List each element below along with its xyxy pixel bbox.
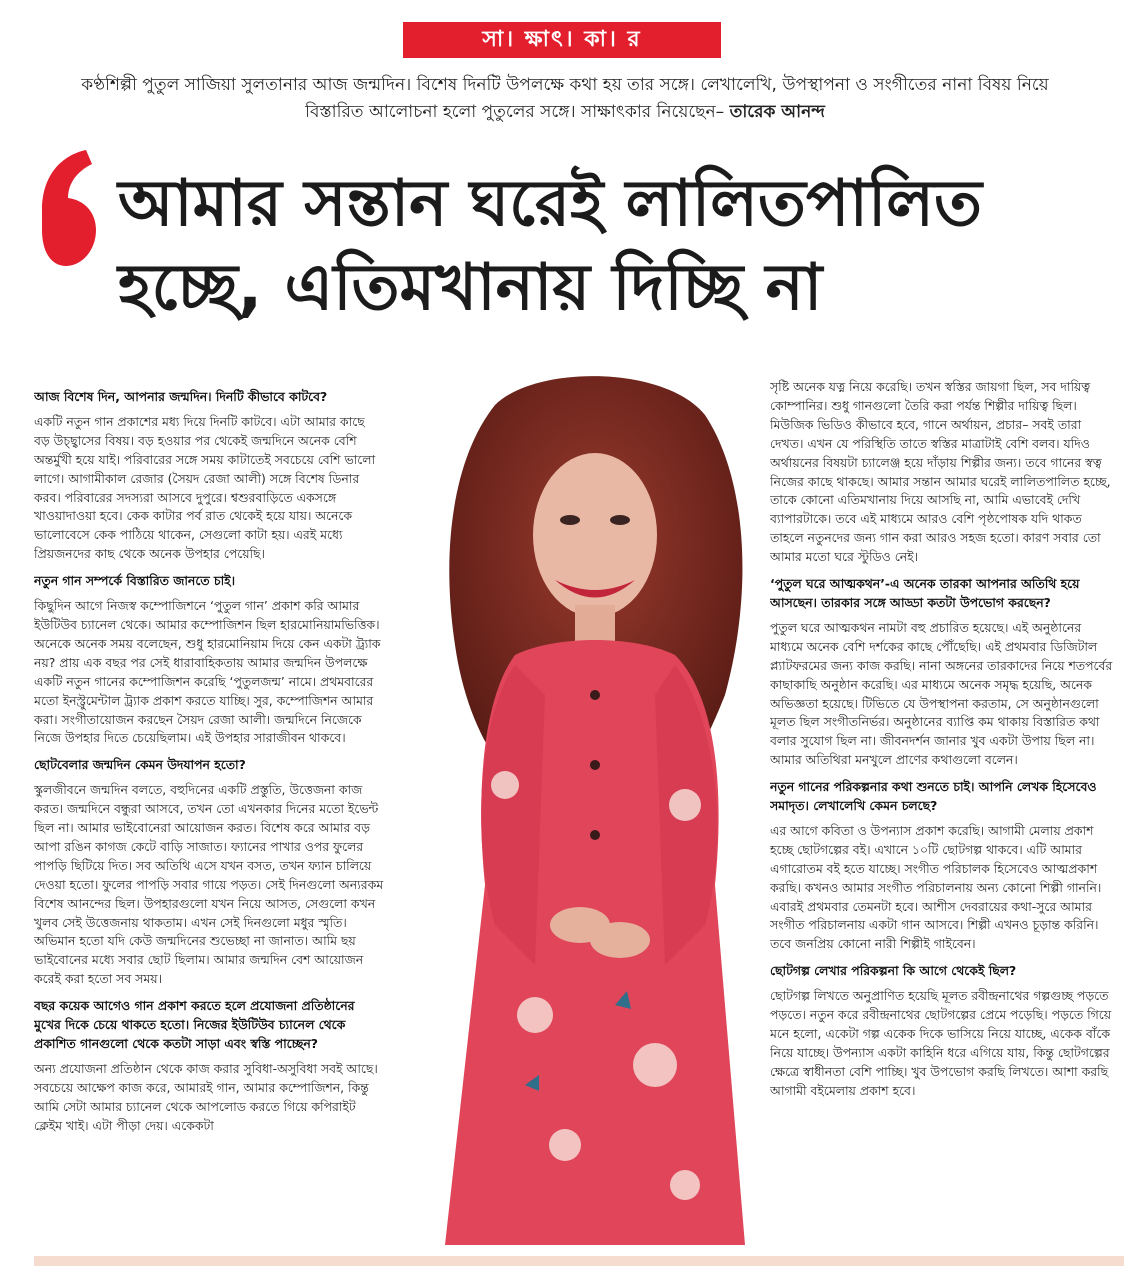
question-3: ছোটবেলার জন্মদিন কেমন উদযাপন হতো? — [34, 757, 246, 773]
answer-3: স্কুলজীবনে জন্মদিন বলতে, বহুদিনের একটি প্রস্তুতি, উত্তেজনা কাজ করত। জন্মদিনে বন্ধুরা আসবে, তখন তো এখনকার দিনের মতো ইভেন্ট ছিল না। আমার ভাইবোনেরা আয়োজন করত। বিশেষ করে আমার বড় আপা রঙিন কাগজ কেটে বাড়ি সাজাত। ফ্যানের পাখার ওপর ফুলের পাপড়ি ছিটিয়ে দিত। সব অতিথি এসে যখন বসত, তখন ফ্যান চালিয়ে দেওয়া হতো। ফুলের পাপড়ি সবার গায়ে পড়ত। সেই দিনগুলো অন্যরকম বিশেষ আনন্দের ছিল। উপহারগুলো যখন নিয়ে আসত, সেগুলো কখন খুলব সেই উত্তেজনায় থাকতাম। এখন সেই দিনগুলো মধুর স্মৃতি। অভিমান হতো যদি কেউ জন্মদিনের শুভেচ্ছা না জানাত। আমি ছয় ভাইবোনের মধ্যে সবার ছোট ছিলাম। আমার জন্মদিন বেশ আয়োজন করেই করা হতো সব সময়। — [34, 782, 384, 987]
intro-text: কণ্ঠশিল্পী পুতুল সাজিয়া সুলতানার আজ জন্মদিন। বিশেষ দিনটি উপলক্ষে কথা হয় তার সঙ্গে। লেখালেখি, উপস্থাপনা ও সংগীতের নানা বিষয় নিয়ে বিস্তারিত আলোচনা হলো পুতুলের সঙ্গে। সাক্ষাৎকার নিয়েছেন– — [81, 75, 1049, 122]
answer-4: অন্য প্রযোজনা প্রতিষ্ঠান থেকে কাজ করার সুবিধা-অসুবিধা সবই আছে। সবচেয়ে আক্ষেপ কাজ করে, আমারই গান, আমার কম্পোজিশন, কিন্তু আমি সেটা আমার চ্যানেল থেকে আপলোড করতে গিয়ে কপিরাইট ক্লেইম খাই। এটা পীড়া দেয়। একেকটা — [34, 1060, 378, 1133]
answer-5: পুতুল ঘরে আত্মকথন নামটা বহু প্রচারিত হয়েছে। এই অনুষ্ঠানের মাধ্যমে অনেক বেশি দর্শকের কাছে পৌঁছেছি। এই প্রথমবার ডিজিটাল প্ল্যাটফরমের জন্য কাজ করছি। নানা অঙ্গনের তারকাদের নিয়ে শতপর্বের কাছাকাছি অনুষ্ঠান করেছি। এর মাধ্যমে অনেক সমৃদ্ধ হয়েছি, অনেক অভিজ্ঞতা হয়েছে। টিভিতে যে উপস্থাপনা করতাম, সে অনুষ্ঠানগুলো মূলত ছিল সংগীতনির্ভর। অনুষ্ঠানের ব্যাপ্তি কম থাকায় বিস্তারিত কথা বলার সুযোগ ছিল না। জীবনদর্শন জানার খুব একটা উপায় ছিল না। আমার অতিথিরা মনখুলে প্রাণের কথাগুলো বলেন। — [770, 619, 1113, 768]
quote-mark-icon — [34, 150, 104, 270]
answer-4-cont: সৃষ্টি অনেক যত্ন নিয়ে করেছি। তখন স্বস্তির জায়গা ছিল, সব দায়িত্ব কোম্পানির। শুধু গানগুলো তৈরি করা পর্যন্ত শিল্পীর দায়িত্ব ছিল। মিউজিক ভিডিও কীভাবে হবে, গানে অর্থায়ন, প্রচার– সবই তারা দেখত। এখন যে পরিস্থিতি তাতে স্বস্তির মাত্রাটাই বেশি বলব। যদিও অর্থায়নের বিষয়টা চ্যালেঞ্জ হয়ে দাঁড়ায় শিল্পীর জন্য। তবে গানের স্বত্ব নিজের কাছে থাকছে। আমার সন্তান আমার ঘরেই লালিতপালিত হচ্ছে, তাকে কোনো এতিমখানায় দিয়ে আসছি না, আমি এভাবেই দেখি ব্যাপারটাকে। তবে এই মাধ্যমে আরও বেশি পৃষ্ঠপোষক যদি থাকত তাহলে নতুনদের জন্য গান করা আরও সহজ হতো। কারণ সবার তো আমার মতো ঘরে স্টুডিও নেই। — [770, 379, 1111, 565]
intro-author: তারেক আনন্দ — [729, 102, 825, 122]
headline — [118, 162, 1108, 330]
question-5: ‘পুতুল ঘরে আত্মকথন’-এ অনেক তারকা আপনার অতিথি হয়ে আসছেন। তারকার সঙ্গে আড্ডা কতটা উপভোগ করছেন? — [770, 576, 1080, 610]
answer-1: একটি নতুন গান প্রকাশের মধ্য দিয়ে দিনটি কাটবে। এটা আমার কাছে বড় উচ্ছ্বাসের বিষয়। বড় হওয়ার পর থেকেই জন্মদিনে অনেক বেশি অন্তর্মুখী হয়ে যাই। পরিবারের সঙ্গে সময় কাটাতেই সবচেয়ে বেশি ভালো লাগে। আগামীকাল রেজার (সৈয়দ রেজা আলী) সঙ্গে বিশেষ ডিনার করব। পরিবারের সদস্যরা আসবে দুপুরে। শ্বশুরবাড়িতে একসঙ্গে খাওয়াদাওয়া হবে। কেক কাটার পর্ব রাত থেকেই হয়ে যায়। অনেকে ভালোবেসে কেক পাঠিয়ে থাকেন, সেগুলো কাটা হয়। এরই মধ্যে প্রিয়জনদের কাছ থেকে অনেক উপহার পেয়েছি। — [34, 413, 376, 562]
question-2: নতুন গান সম্পর্কে বিস্তারিত জানতে চাই। — [34, 573, 236, 589]
section-banner — [403, 22, 721, 58]
answer-7: ছোটগল্প লিখতে অনুপ্রাণিত হয়েছি মূলত রবীন্দ্রনাথের গল্পগুচ্ছ পড়তে পড়তে। নতুন করে রবীন্দ্রনাথের ছোটগল্পের প্রেমে পড়েছি। পড়তে গিয়ে মনে হলো, একেটা গল্প একেক দিকে ভাসিয়ে নিয়ে যাচ্ছে, একেক বাঁকে নিয়ে যাচ্ছে। উপন্যাস একটা কাহিনি ধরে এগিয়ে যায়, কিন্তু ছোটগল্পের ক্ষেত্রে স্বাধীনতা বেশি পাচ্ছি। খুব উপভোগ করছি লিখতে। আশা করছি আগামী বইমেলায় প্রকাশ হবে। — [770, 988, 1112, 1098]
question-1: আজ বিশেষ দিন, আপনার জন্মদিন। দিনটি কীভাবে কাটবে? — [34, 389, 328, 404]
answer-2: কিছুদিন আগে নিজস্ব কম্পোজিশনে ‘পুতুল গান’ প্রকাশ করি আমার ইউটিউব চ্যানেল থেকে। আমার কম্পোজিশন ছিল হারমোনিয়ামভিত্তিক। অনেকে অনেক সময় বলেছেন, শুধু হারমোনিয়াম দিয়ে কেন একটা ট্র্যাক নয়? প্রায় এক বছর পর সেই ধারাবাহিকতায় আমার জন্মদিন উপলক্ষে একটি নতুন গানের কম্পোজিশন করেছি ‘পুতুলজন্ম’ নামে। প্রথমবারের মতো ইনস্ট্রুমেন্টাল ট্র্যাক প্রকাশ করতে যাচ্ছি। সুর, কম্পোজিশন আমার করা। সংগীতায়োজন করছেন সৈয়দ রেজা আলী। জন্মদিনে নিজেকে নিজে উপহার দিতে চেয়েছিলাম। এই উপহার সারাজীবন থাকবে। — [34, 598, 381, 746]
intro-paragraph — [60, 72, 1070, 126]
banner-label: সা। ক্ষাৎ। কা। র — [482, 26, 642, 52]
answer-6: এর আগে কবিতা ও উপন্যাস প্রকাশ করেছি। আগামী মেলায় প্রকাশ হচ্ছে ছোটগল্পের বই। এখানে ১০টি ছোটগল্প থাকবে। এটি আমার এগারোতম বই হতে যাচ্ছে। সংগীত পরিচালক হিসেবেও আত্মপ্রকাশ করছি। কখনও আমার সংগীত পরিচালনায় অন্য কোনো শিল্পী গাননি। এবারই প্রথমবার তেমনটা হবে। আশীস দেবরায়ের কথা-সুরে আমার সংগীত পরিচালনায় একটা গান আসবে। শিল্পী এখনও চূড়ান্ত করিনি। তবে জনপ্রিয় কোনো নারী শিল্পীই গাইবেন। — [770, 822, 1102, 952]
right-column — [770, 378, 1115, 1238]
portrait-photo — [385, 365, 805, 1245]
headline-line-1: আমার সন্তান ঘরেই লালিতপালিত — [118, 167, 982, 241]
left-column — [34, 382, 384, 1242]
question-4: বছর কয়েক আগেও গান প্রকাশ করতে হলে প্রযোজনা প্রতিষ্ঠানের মুখের দিকে চেয়ে থাকতে হতো। নিজের ইউটিউব চ্যানেল থেকে প্রকাশিত গানগুলো থেকে কতটা সাড়া এবং স্বস্তি পাচ্ছেন? — [34, 998, 355, 1051]
question-6: নতুন গানের পরিকল্পনার কথা শুনতে চাই। আপনি লেখক হিসেবেও সমাদৃত। লেখালেখি কেমন চলছে? — [770, 779, 1097, 814]
bottom-rule — [34, 1256, 1124, 1266]
headline-line-2: হচ্ছে, এতিমখানায় দিচ্ছি না — [118, 251, 823, 325]
question-7: ছোটগল্প লেখার পরিকল্পনা কি আগে থেকেই ছিল? — [770, 963, 1017, 979]
